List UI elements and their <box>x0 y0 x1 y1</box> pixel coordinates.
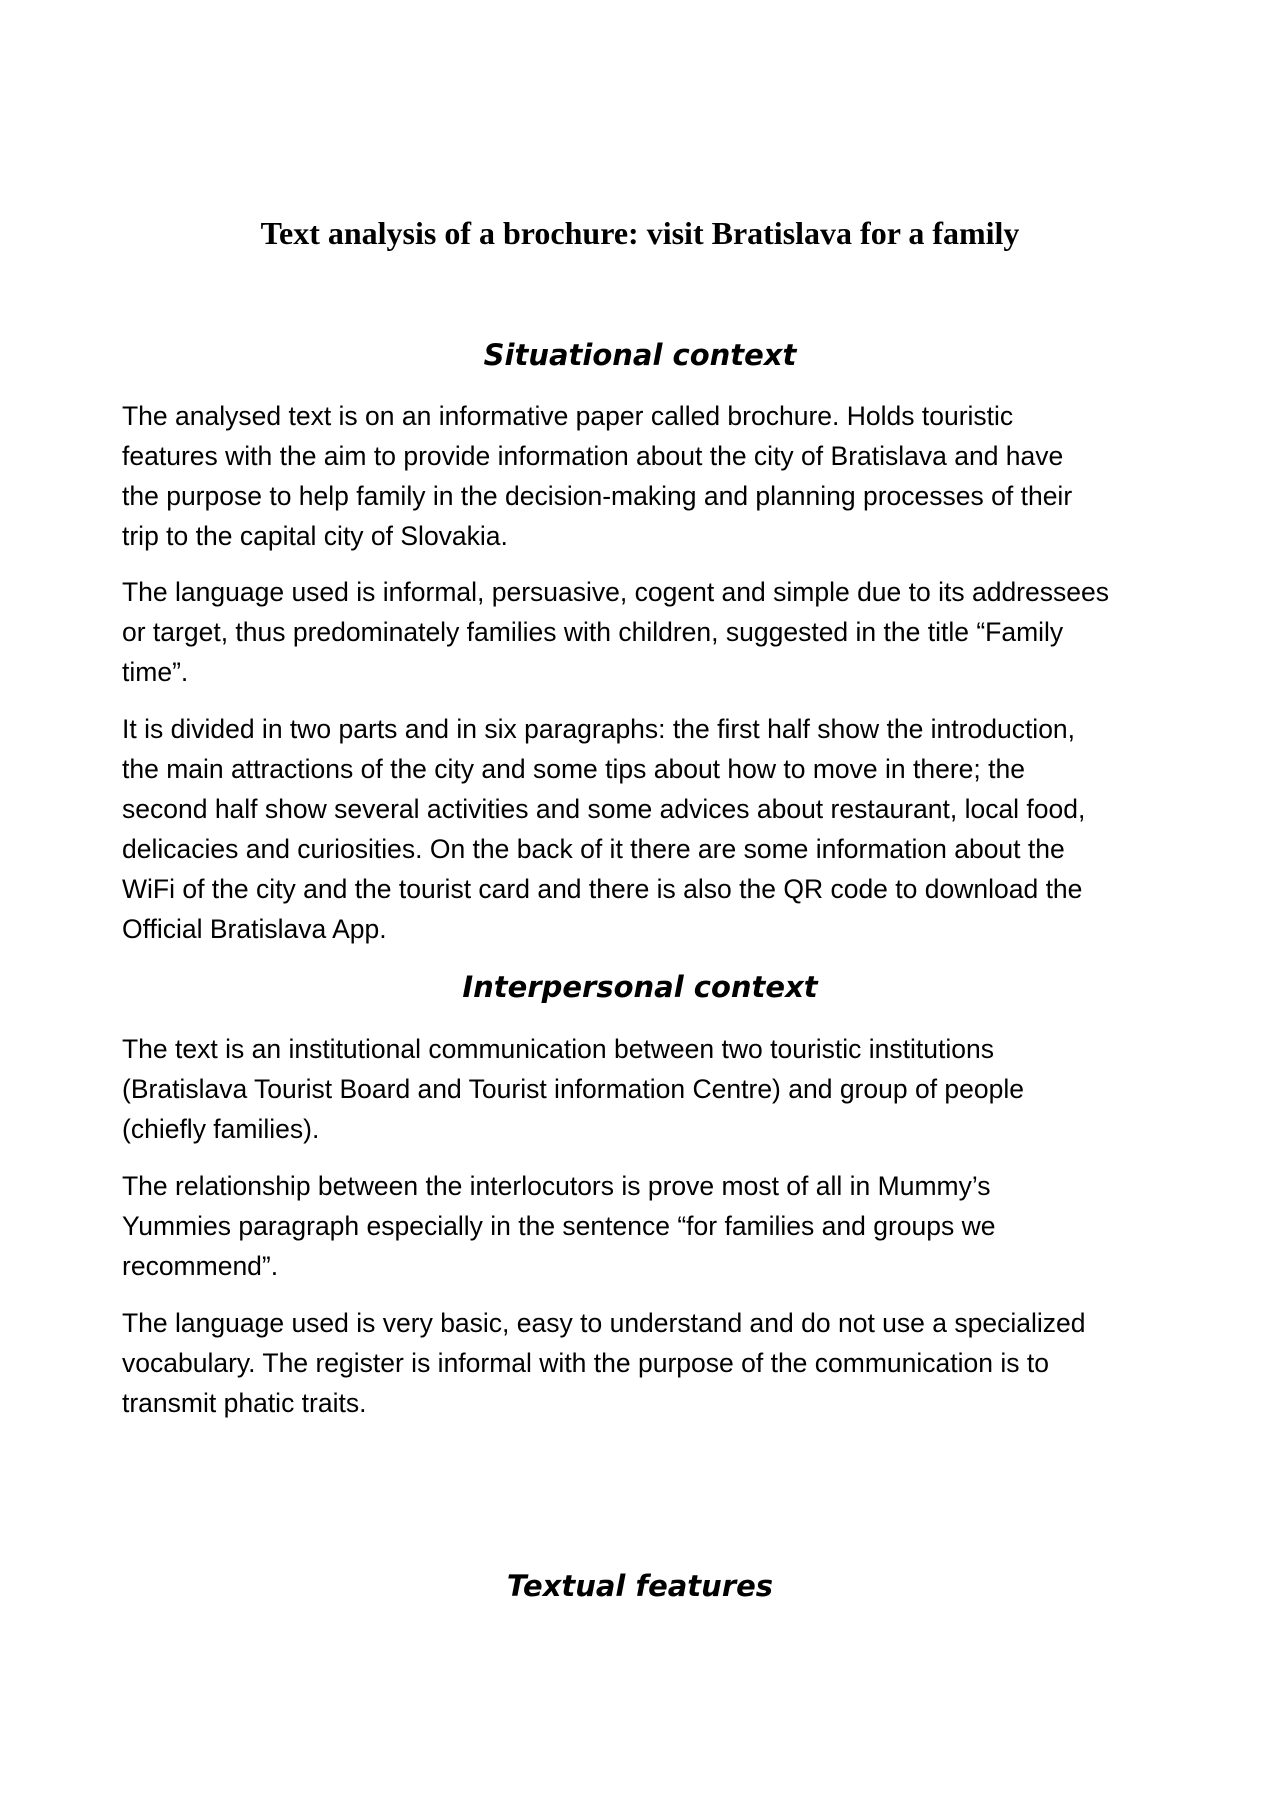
text-line: vocabulary. The register is informal with the purpose of the communication is to <box>122 1348 1049 1378</box>
text-line: features with the aim to provide information about the city of Bratislava and have <box>122 441 1064 471</box>
text-line: the main attractions of the city and some tips about how to move in there; the <box>122 754 1025 784</box>
section-heading-situational-context: Situational context <box>483 338 797 372</box>
text-line: time”. <box>122 657 189 687</box>
text-line: second half show several activities and some advices about restaurant, local food, <box>122 794 1086 824</box>
text-line: the purpose to help family in the decision-making and planning processes of their <box>122 481 1073 511</box>
paragraph <box>122 1166 1162 1286</box>
section-heading-textual-features: Textual features <box>506 1569 774 1603</box>
text-line: (chiefly families). <box>122 1114 320 1144</box>
text-line: (Bratislava Tourist Board and Tourist information Centre) and group of people <box>122 1074 1024 1104</box>
text-line: WiFi of the city and the tourist card and there is also the QR code to download the <box>122 874 1083 904</box>
text-line: trip to the capital city of Slovakia. <box>122 521 508 551</box>
paragraph <box>122 1029 1162 1149</box>
text-line: Yummies paragraph especially in the sentence “for families and groups we <box>122 1211 996 1241</box>
section-heading-interpersonal-context: Interpersonal context <box>462 970 818 1004</box>
text-line: Official Bratislava App. <box>122 914 387 944</box>
text-line: The text is an institutional communication between two touristic institutions <box>122 1034 994 1064</box>
paragraph <box>122 572 1162 692</box>
text-line: recommend”. <box>122 1251 279 1281</box>
text-line: The analysed text is on an informative paper called brochure. Holds touristic <box>122 401 1014 431</box>
text-line: The language used is informal, persuasive, cogent and simple due to its addressees <box>122 577 1109 607</box>
text-line: The relationship between the interlocutors is prove most of all in Mummy’s <box>122 1171 991 1201</box>
text-line: or target, thus predominately families with children, suggested in the title “Family <box>122 617 1064 647</box>
text-line: transmit phatic traits. <box>122 1388 367 1418</box>
paragraph <box>122 1303 1162 1423</box>
paragraph <box>122 396 1162 556</box>
text-line: The language used is very basic, easy to understand and do not use a specialized <box>122 1308 1086 1338</box>
paragraph <box>122 709 1162 949</box>
text-line: delicacies and curiosities. On the back of it there are some information about the <box>122 834 1065 864</box>
document-title: Text analysis of a brochure: visit Bratislava for a family <box>260 215 1020 251</box>
text-line: It is divided in two parts and in six paragraphs: the first half show the introduction, <box>122 714 1076 744</box>
